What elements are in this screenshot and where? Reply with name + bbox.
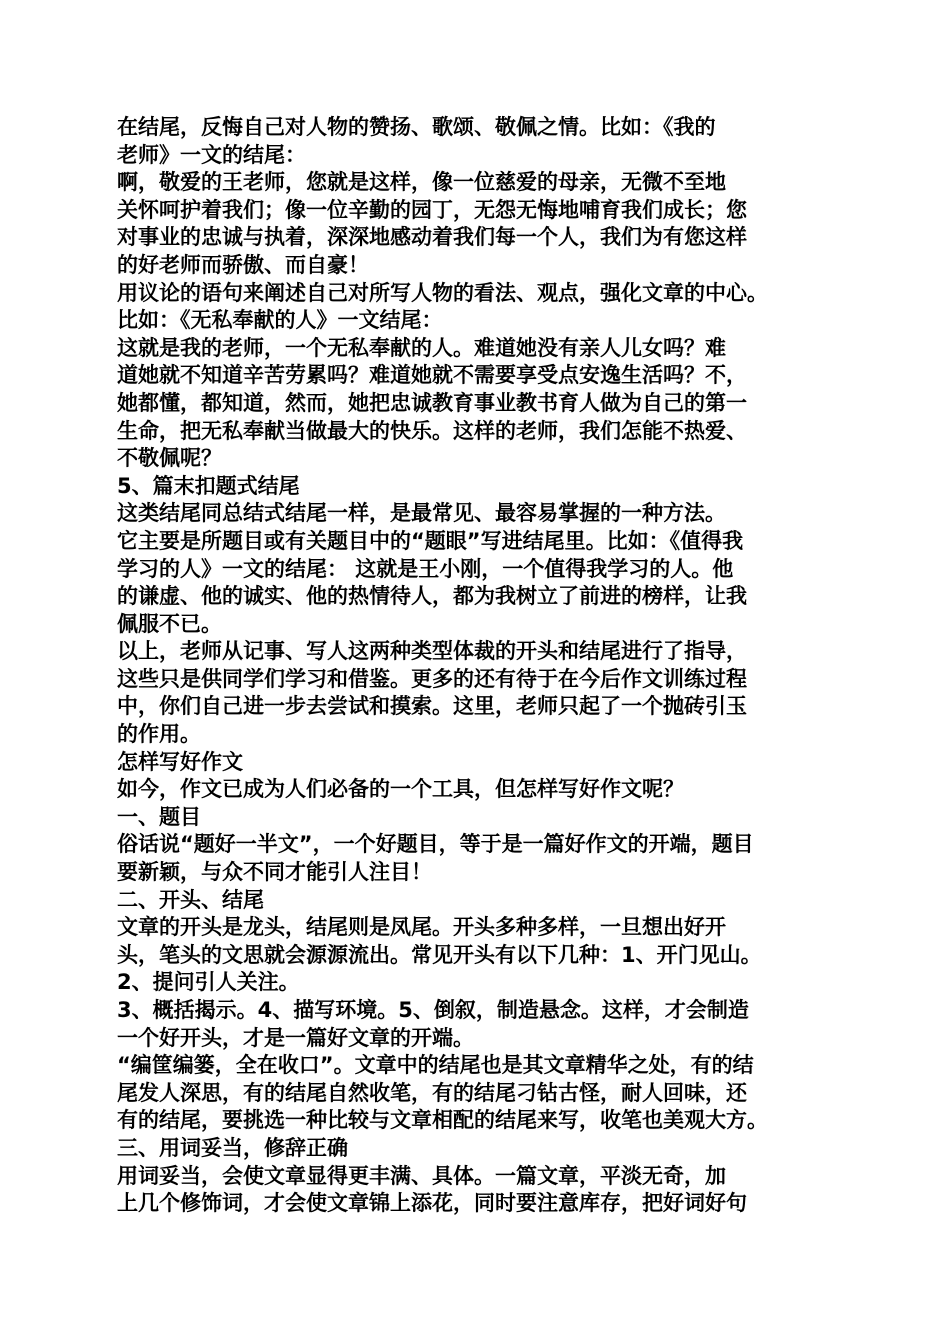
section-heading: 三、用词妥当，修辞正确 <box>117 1135 348 1160</box>
text-line: 比如：《无私奉献的人》一文结尾： <box>117 308 443 333</box>
text-line: 她都懂，都知道，然而，她把忠诚教育事业教书育人做为自己的第一 <box>117 390 747 415</box>
text-line: 道她就不知道辛苦劳累吗？难道她就不需要享受点安逸生活吗？不， <box>117 363 747 388</box>
text-line: 中，你们自己进一步去尝试和摸索。这里，老师只起了一个抛砖引玉 <box>117 694 747 719</box>
text-line: 学习的人》一文的结尾： 这就是王小刚，一个值得我学习的人。他 <box>117 556 734 581</box>
section-heading: 二、开头、结尾 <box>117 887 264 912</box>
text-line: 这些只是供同学们学习和借鉴。更多的还有待于在今后作文训练过程 <box>117 666 747 691</box>
text-line: “编筐编篓，全在收口”。文章中的结尾也是其文章精华之处，有的结 <box>117 1053 754 1078</box>
text-line: 上几个修饰词，才会使文章锦上添花，同时要注意库存，把好词好句 <box>117 1191 747 1216</box>
section-heading: 怎样写好作文 <box>117 749 243 774</box>
text-line: 2、提问引人关注。 <box>117 970 300 995</box>
text-line: 如今，作文已成为人们必备的一个工具，但怎样写好作文呢？ <box>117 777 684 802</box>
text-line: 对事业的忠诚与执着，深深地感动着我们每一个人，我们为有您这样 <box>117 225 747 250</box>
text-line: 俗话说“题好一半文”，一个好题目，等于是一篇好作文的开端，题目 <box>117 832 754 857</box>
text-line: 在结尾，反悔自己对人物的赞扬、歌颂、敬佩之情。比如：《我的 <box>117 115 716 139</box>
section-heading: 一、题目 <box>117 804 201 829</box>
text-line: 有的结尾，要挑选一种比较与文章相配的结尾来写，收笔也美观大方。 <box>117 1108 768 1133</box>
text-line: 的好老师而骄傲、而自豪！ <box>117 252 369 277</box>
text-line: 关怀呵护着我们；像一位辛勤的园丁，无怨无悔地哺育我们成长；您 <box>117 197 747 222</box>
text-line: 3、概括揭示。4、描写环境。5、倒叙，制造悬念。这样，才会制造 <box>117 998 749 1022</box>
text-line: 生命，把无私奉献当做最大的快乐。这样的老师，我们怎能不热爱、 <box>117 418 747 443</box>
text-line: 要新颖，与众不同才能引人注目！ <box>117 860 432 885</box>
text-line: 一个好开头，才是一篇好文章的开端。 <box>117 1025 474 1050</box>
text-line: 佩服不已。 <box>117 611 222 636</box>
text-line: 的谦虚、他的诚实、他的热情待人，都为我树立了前进的榜样，让我 <box>117 584 747 609</box>
text-line: 用词妥当，会使文章显得更丰满、具体。一篇文章，平淡无奇，加 <box>117 1163 726 1188</box>
text-line: 这就是我的老师，一个无私奉献的人。难道她没有亲人儿女吗？难 <box>117 335 726 360</box>
text-line: 尾发人深思，有的结尾自然收笔，有的结尾刁钻古怪，耐人回味，还 <box>117 1080 747 1105</box>
text-line: 老师》一文的结尾： <box>117 142 306 167</box>
text-line: 啊，敬爱的王老师，您就是这样，像一位慈爱的母亲，无微不至地 <box>117 170 726 195</box>
section-heading: 5、篇末扣题式结尾 <box>117 473 300 498</box>
text-line: 文章的开头是龙头，结尾则是凤尾。开头多种多样，一旦想出好开 <box>117 915 726 940</box>
text-line: 以上，老师从记事、写人这两种类型体裁的开头和结尾进行了指导， <box>117 639 747 664</box>
text-line: 它主要是所题目或有关题目中的“题眼”写进结尾里。比如：《值得我 <box>117 528 744 553</box>
text-line: 用议论的语句来阐述自己对所写人物的看法、观点，强化文章的中心。 <box>117 280 768 305</box>
text-line: 头，笔头的文思就会源源流出。常见开头有以下几种：1、开门见山。 <box>117 942 762 967</box>
text-line: 的作用。 <box>117 722 201 747</box>
text-line: 不敬佩呢？ <box>117 446 222 471</box>
document-body <box>117 114 849 1218</box>
text-line: 这类结尾同总结式结尾一样，是最常见、最容易掌握的一种方法。 <box>117 501 726 526</box>
